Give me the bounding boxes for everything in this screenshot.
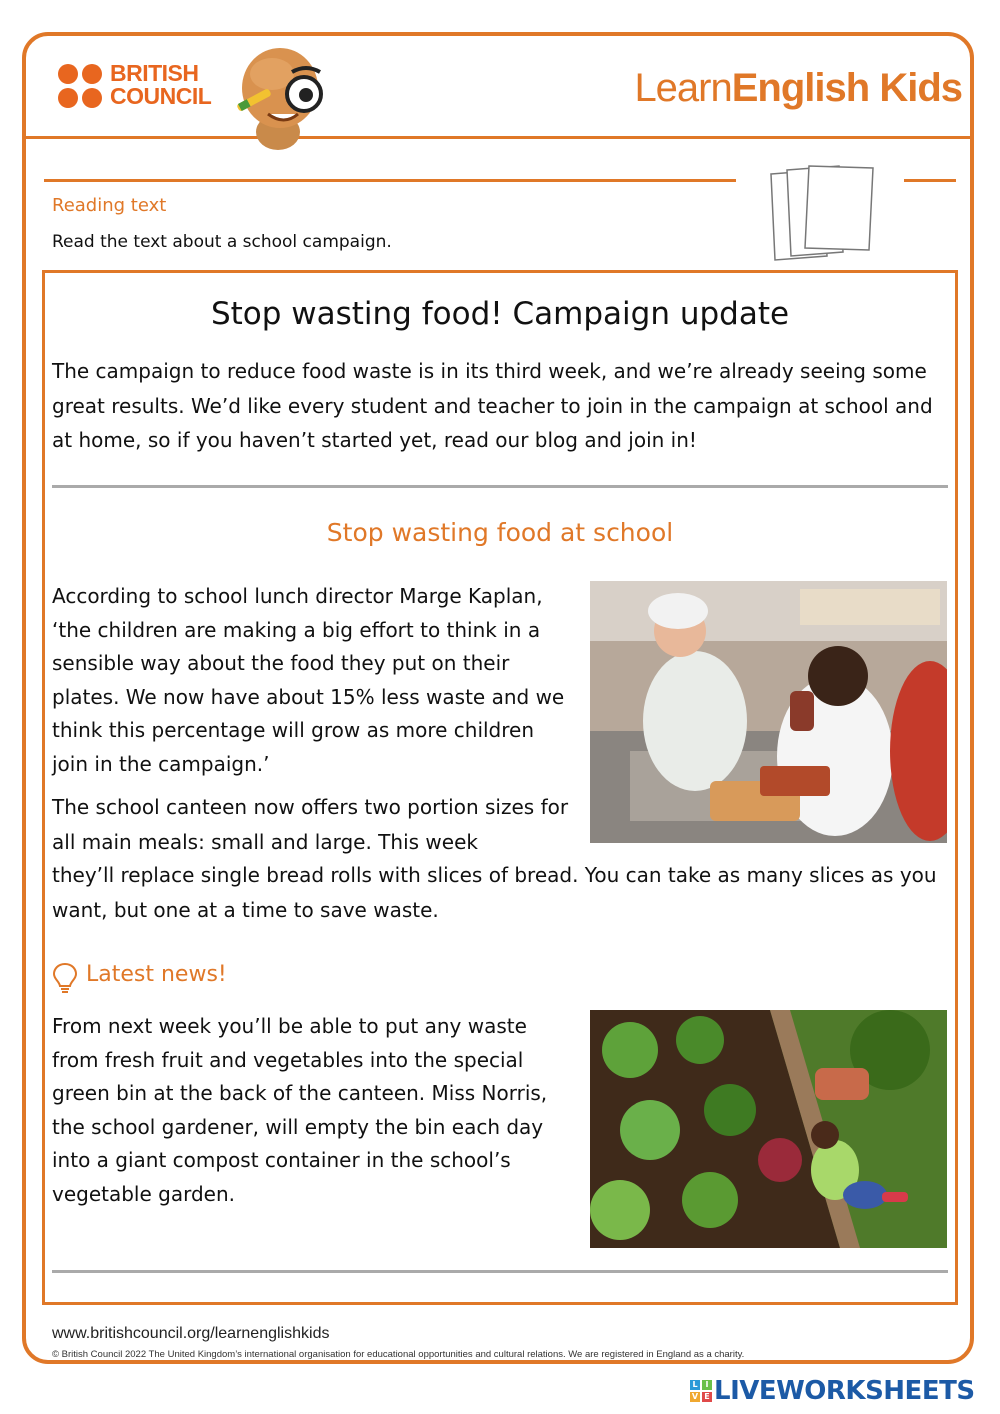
- latest-news-heading: Latest news!: [86, 962, 227, 987]
- section-rule-right: [904, 179, 956, 182]
- bottom-divider: [52, 1270, 948, 1273]
- footer-url[interactable]: www.britishcouncil.org/learnenglishkids: [52, 1325, 330, 1342]
- compost-paragraph: From next week you’ll be able to put any waste from fresh fruit and vegetables into the special green bin at the back of the canteen. Miss Norris, the school gardener, will empty the bin each day into a giant compost container in the school’s vegetable garden.: [52, 1014, 548, 1206]
- section-rule-left: [44, 179, 736, 182]
- lightbulb-icon: [52, 962, 78, 994]
- section-label: Reading text: [52, 195, 167, 216]
- british-council-dots-icon: [58, 64, 104, 110]
- learnenglish-kids-logo: LearnEnglish Kids: [634, 66, 962, 110]
- liveworksheets-wordmark: LIVEWORKSHEETS: [714, 1376, 975, 1406]
- liveworksheets-watermark: [690, 1375, 990, 1407]
- liveworksheets-icon: L I V E: [690, 1380, 712, 1402]
- header-divider: [26, 136, 970, 139]
- canteen-paragraph: According to school lunch director Marge Kaplan, ‘the children are making a big effort to think in a sensible way about the food they put on their plates. We now have about 15% less waste and we think this percentage will grow as more children join in the campaign.’: [52, 584, 565, 776]
- article-title: Stop wasting food! Campaign update: [210, 296, 790, 332]
- intro-paragraph: The campaign to reduce food waste is in its third week, and we’re already seeing some great results. We’d like every student and teacher to join in the campaign at school and at home, so if you haven’t started yet, read our blog and join in!: [52, 359, 933, 452]
- portion-paragraph-end: they’ll replace single bread rolls with slices of bread. You can take as many slices as you want, but one at a time to save waste.: [52, 863, 937, 922]
- section-divider: [52, 485, 948, 488]
- garden-photo: [590, 1010, 947, 1248]
- mascot-icon: [232, 42, 332, 154]
- portion-paragraph-start: The school canteen now offers two portion sizes for all main meals: small and large. This week: [52, 795, 569, 854]
- instruction-text: Read the text about a school campaign.: [52, 232, 392, 252]
- papers-icon: [765, 162, 877, 262]
- section-subheading: Stop wasting food at school: [326, 518, 674, 547]
- british-council-logo: [58, 62, 218, 112]
- footer-copyright: © British Council 2022 The United Kingdom’s international organisation for educational opportunities and cultural relations. We are registered in England as a charity.: [52, 1349, 745, 1360]
- british-council-wordmark: BRITISH COUNCIL: [110, 60, 212, 109]
- canteen-photo: [590, 581, 947, 843]
